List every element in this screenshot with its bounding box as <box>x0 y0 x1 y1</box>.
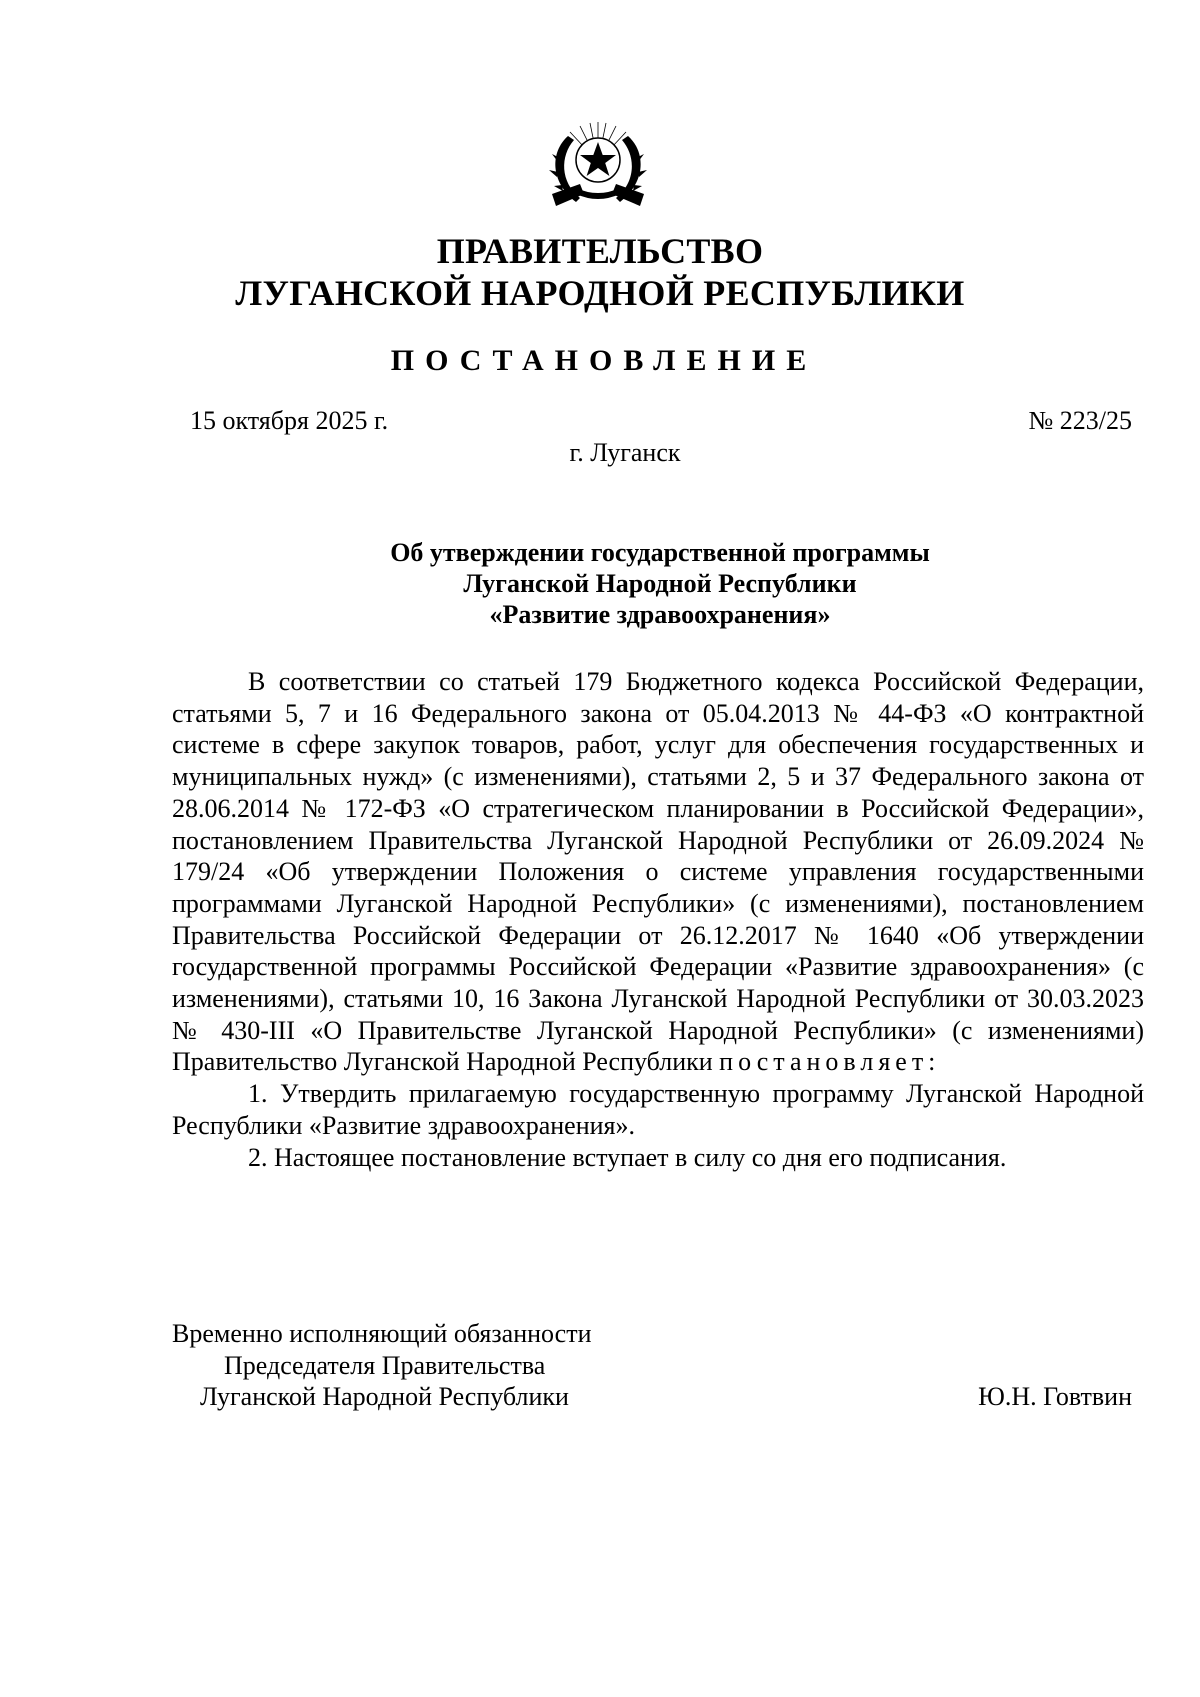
coat-of-arms-emblem <box>540 118 656 214</box>
document-date: 15 октября 2025 г. <box>190 406 389 435</box>
preamble-paragraph <box>172 666 1144 1078</box>
decree-word: постановляет: <box>719 1047 941 1077</box>
preamble-text: В соответствии со статьей 179 Бюджетного кодекса Российской Федерации, статьями 5, 7 и 16 Федерального закона от 05.04.2013 № 44-ФЗ «О контрактной системе в сфере закупок товаров, работ, услуг для обеспечения государственных и муниципальных нужд» (с изменениями), статьями 2, 5 и 37 Федерального закона от 28.06.2014 № 172-ФЗ «О стратегическом планировании в Российской Федерации», постановлением Правительства Луганской Народной Республики от 26.09.2024 № 179/24 «Об утверждении Положения о системе управления государственными программами Луганской Народной Республики» (с изменениями), постановлением Правительства Российской Федерации от 26.12.2017 № 1640 «Об утверждении государственной программы Российской Федерации «Развитие здравоохранения» (с изменениями), статьями 10, 16 Закона Луганской Народной Республики от 30.03.2023 № 430-III «О Правительстве Луганской Народной Республики» (с изменениями) Правительство Луганской Народной Республики <box>172 667 1144 1077</box>
item-1-paragraph: 1. Утвердить прилагаемую государственную программу Луганской Народной Республики «Развитие здравоохранения». <box>172 1079 1144 1140</box>
signatory-title <box>172 1318 592 1413</box>
signatory-title-line1: Временно исполняющий обязанности <box>172 1319 592 1348</box>
signatory-name: Ю.Н. Говтвин <box>978 1382 1132 1411</box>
document-body <box>172 666 1144 1173</box>
subject-line3: «Развитие здравоохранения» <box>489 600 831 629</box>
document-city: г. Луганск <box>569 438 681 467</box>
item-2-paragraph: 2. Настоящее постановление вступает в силу со дня его подписания. <box>248 1142 1007 1172</box>
signatory-title-line2: Председателя Правительства <box>224 1350 546 1380</box>
government-title-line1: ПРАВИТЕЛЬСТВО <box>436 231 764 271</box>
subject-line1: Об утверждении государственной программы <box>390 538 930 567</box>
document-number: № 223/25 <box>1028 406 1132 435</box>
government-title-line2: ЛУГАНСКОЙ НАРОДНОЙ РЕСПУБЛИКИ <box>235 273 965 313</box>
subject-line2: Луганской Народной Республики <box>463 569 857 598</box>
document-type-heading: ПОСТАНОВЛЕНИЕ <box>390 344 818 377</box>
document-subject <box>160 537 1160 630</box>
signatory-title-line3: Луганской Народной Республики <box>200 1382 569 1412</box>
